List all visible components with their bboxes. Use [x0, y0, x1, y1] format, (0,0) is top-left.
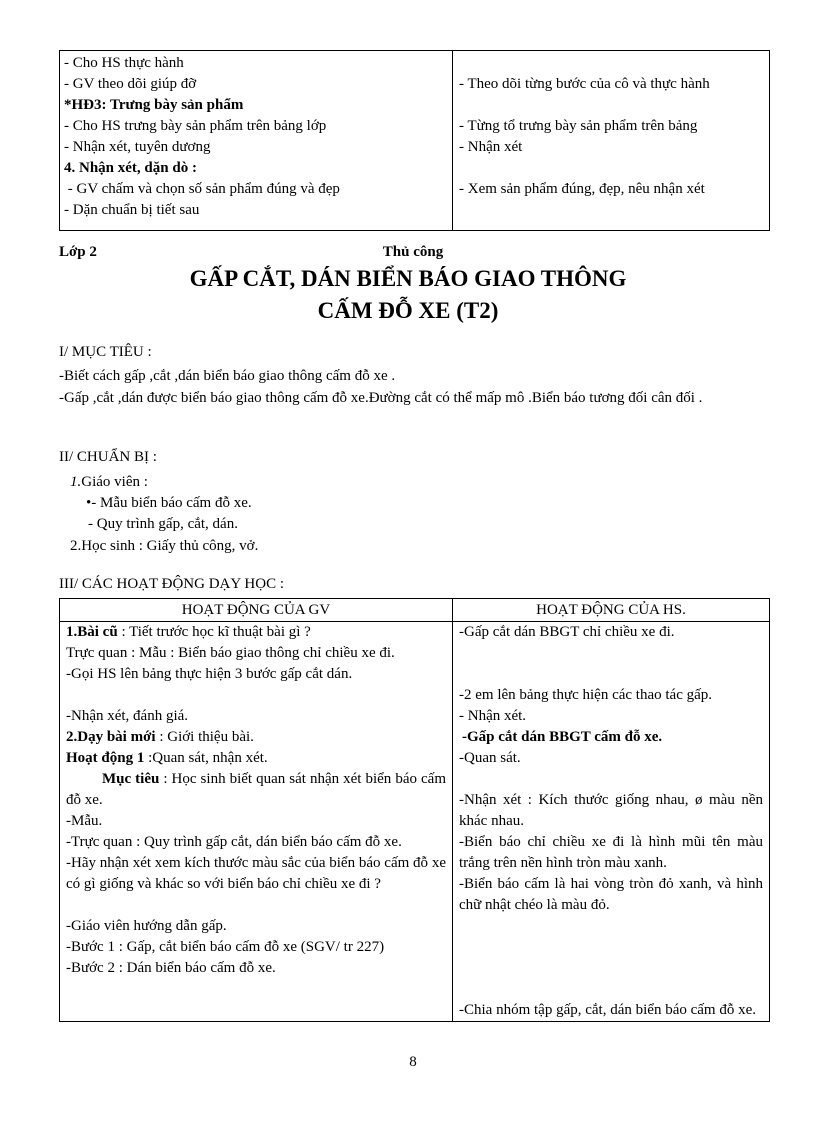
hs-observe: -Quan sát.: [459, 750, 521, 766]
gv-spacer-1: [66, 685, 446, 706]
teacher-prep-label: Giáo viên :: [81, 474, 148, 490]
top-gv-line-8: - Dặn chuẩn bị tiết sau: [64, 202, 200, 218]
subject-label: Thủ công: [382, 244, 444, 260]
top-hs-line-3: [459, 95, 763, 116]
top-gv-line-5: - Nhận xét, tuyên dương: [64, 139, 211, 155]
hs-spacer-5: [459, 937, 763, 958]
gv-activity-1-label: Hoạt động 1: [66, 750, 145, 766]
gv-activity-1-text: :Quan sát, nhận xét.: [144, 750, 268, 766]
objective-line-2: -Gấp ,cắt ,dán được biển báo giao thông cấm đỗ xe.Đường cắt có thể mấp mô .Biển báo tương đối cân đối .: [59, 390, 703, 406]
hs-answer-review: -Gấp cắt dán BBGT chỉ chiều xe đi.: [459, 624, 675, 640]
top-hs-line-8: [459, 200, 763, 221]
gv-visual-process: -Trực quan : Quy trình gấp cắt, dán biển báo cấm đỗ xe.: [66, 834, 402, 850]
hs-spacer-6: [459, 958, 763, 979]
top-hs-line-2: - Theo dõi từng bước của cô và thực hành: [459, 76, 710, 92]
student-prep: 2.Học sinh : Giấy thủ công, vở.: [70, 538, 259, 554]
hs-no-parking-sign: -Biển báo cấm là hai vòng tròn đỏ xanh, và hình chữ nhật chéo là màu đỏ.: [459, 876, 763, 913]
objective-line-1: -Biết cách gấp ,cắt ,dán biển báo giao thông cấm đỗ xe .: [59, 368, 396, 384]
hs-activities-cell: [453, 622, 770, 1022]
hs-spacer-2: [459, 664, 763, 685]
teacher-prep-item-2: - Quy trình gấp, cắt, dán.: [88, 516, 238, 532]
teacher-prep-item-1: •- Mẫu biển báo cấm đỗ xe.: [86, 495, 252, 511]
top-hs-line-4: - Từng tổ trưng bày sản phẩm trên bảng: [459, 118, 698, 134]
gv-activities-cell: [60, 622, 453, 1022]
top-gv-line-7: - GV chấm và chọn số sản phẩm đúng và đẹp: [64, 181, 340, 197]
section-activities-heading: III/ CÁC HOẠT ĐỘNG DẠY HỌC :: [59, 576, 284, 592]
top-gv-line-1: - Cho HS thực hành: [64, 55, 184, 71]
top-hs-line-6: [459, 158, 763, 179]
class-label: Lớp 2: [59, 244, 97, 260]
gv-call-students: -Gọi HS lên bảng thực hiện 3 bước gấp cắt dán.: [66, 666, 353, 682]
hs-demonstrate: -2 em lên bảng thực hiện các thao tác gấp.: [459, 687, 713, 703]
gv-compare-question: -Hãy nhận xét xem kích thước màu sắc của biển báo cấm đỗ xe có gì giống và khác so với biển báo chỉ chiều xe đi ?: [66, 855, 446, 892]
hs-direction-sign: -Biển báo chỉ chiều xe đi là hình mũi tên màu trắng trên nền hình tròn màu xanh.: [459, 834, 763, 871]
lesson-title-line-1: GẤP CẮT, DÁN BIỂN BÁO GIAO THÔNG: [189, 266, 627, 291]
teacher-prep: [70, 474, 148, 491]
gv-step-1: -Bước 1 : Gấp, cắt biển báo cấm đỗ xe (SGV/ tr 227): [66, 939, 385, 955]
gv-new-lesson: [66, 727, 446, 748]
top-table-gv-cell: [60, 51, 453, 231]
gv-activity-1: [66, 748, 446, 769]
lesson-title-line-2: CẤM ĐỖ XE (T2): [317, 298, 499, 323]
top-hs-line-7: - Xem sản phẩm đúng, đẹp, nêu nhận xét: [459, 181, 705, 197]
hs-spacer-7: [459, 979, 763, 1000]
gv-objective: [66, 769, 446, 811]
hs-spacer-1: [459, 643, 763, 664]
gv-review-label: 1.Bài cũ: [66, 624, 118, 640]
gv-review: [66, 622, 446, 643]
top-gv-line-3: *HĐ3: Trưng bày sản phẩm: [64, 97, 244, 113]
hs-comment: - Nhận xét.: [459, 708, 527, 724]
gv-review-text: : Tiết trước học kĩ thuật bài gì ?: [117, 624, 311, 640]
gv-objective-label: Mục tiêu: [102, 771, 160, 787]
gv-new-lesson-label: 2.Dạy bài mới: [66, 729, 156, 745]
teacher-prep-number: 1.: [70, 474, 82, 490]
gv-guide-folding: -Giáo viên hướng dẫn gấp.: [66, 918, 227, 934]
gv-new-lesson-text: : Giới thiệu bài.: [155, 729, 254, 745]
hs-lesson-title: -Gấp cắt dán BBGT cấm đỗ xe.: [462, 729, 663, 745]
gv-evaluate: -Nhận xét, đánh giá.: [66, 708, 189, 724]
top-gv-line-2: - GV theo dõi giúp đỡ: [64, 76, 197, 92]
gv-step-2: -Bước 2 : Dán biển báo cấm đỗ xe.: [66, 960, 276, 976]
hs-spacer-3: [459, 769, 763, 790]
page-number: 8: [409, 1054, 417, 1070]
activities-table: [59, 598, 770, 1022]
gv-spacer-2: [66, 895, 446, 916]
hs-spacer-4: [459, 916, 763, 937]
col-header-hs: HOẠT ĐỘNG CỦA HS.: [453, 599, 770, 622]
activity-table-continued: [59, 50, 770, 231]
top-hs-line-5: - Nhận xét: [459, 139, 523, 155]
top-gv-line-6: 4. Nhận xét, dặn dò :: [64, 160, 197, 176]
col-header-gv: HOẠT ĐỘNG CỦA GV: [60, 599, 453, 622]
hs-size-comment: -Nhận xét : Kích thước giống nhau, ø màu nền khác nhau.: [459, 792, 763, 829]
gv-visual-sample: Trực quan : Mẫu : Biển báo giao thông chỉ chiều xe đi.: [66, 645, 395, 661]
top-hs-line-1: [459, 53, 763, 74]
gv-sample: -Mẫu.: [66, 813, 103, 829]
top-gv-line-4: - Cho HS trưng bày sản phẩm trên bảng lớp: [64, 118, 327, 134]
section-objectives-heading: I/ MỤC TIÊU :: [59, 344, 152, 360]
section-preparation-heading: II/ CHUẨN BỊ :: [59, 449, 157, 465]
gv-objective-text: : Học sinh biết quan sát nhận xét biển báo cấm đỗ xe.: [66, 771, 446, 808]
top-table-hs-cell: [453, 51, 770, 231]
hs-group-practice: -Chia nhóm tập gấp, cắt, dán biển báo cấm đỗ xe.: [459, 1002, 756, 1018]
